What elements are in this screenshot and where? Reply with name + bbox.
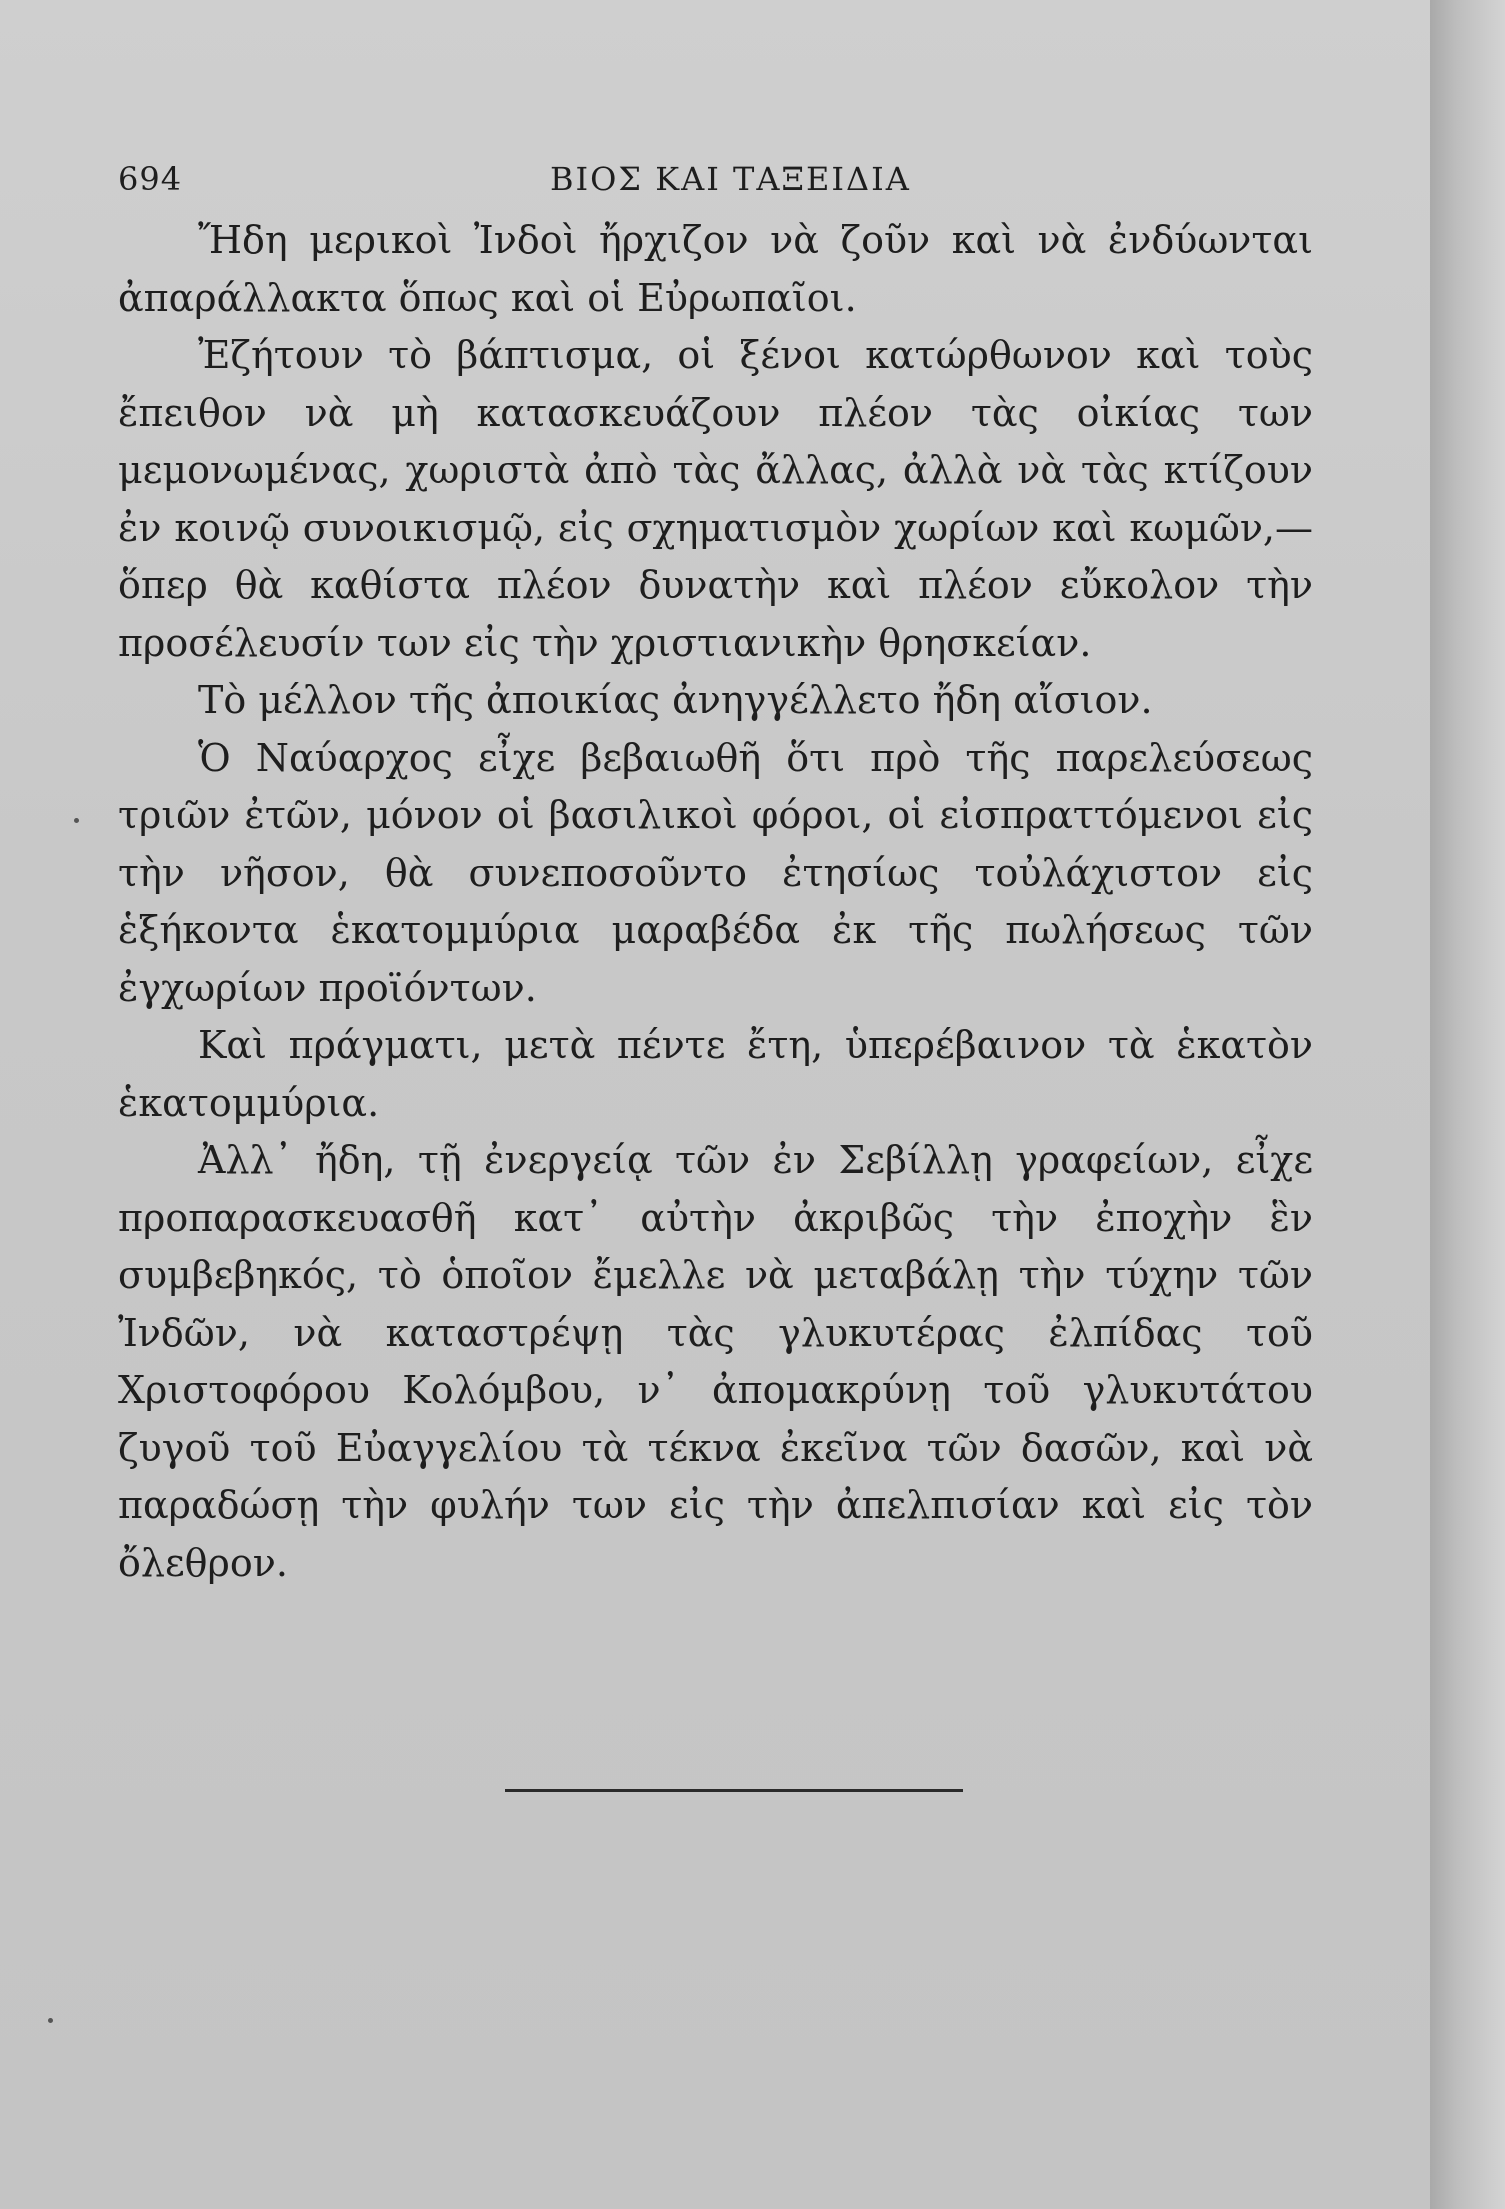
body-text (118, 212, 1313, 1592)
print-speck (48, 2018, 53, 2023)
paragraph: Ἤδη μερικοὶ Ἰνδοὶ ἤρχιζον νὰ ζοῦν καὶ νὰ ἐνδύωνται ἀπαράλλακτα ὅπως καὶ οἱ Εὐρωπαῖοι. (118, 218, 1313, 320)
paragraph: Τὸ μέλλον τῆς ἀποικίας ἀνηγγέλλετο ἤδη αἴσιον. (198, 678, 1153, 722)
page-number: 694 (118, 160, 183, 198)
paragraph: Ἀλλ᾽ ἤδη, τῇ ἐνεργείᾳ τῶν ἐν Σεβίλλῃ γραφείων, εἶχε προπαρασκευασθῆ κατ᾽ αὐτὴν ἀκριβῶς τὴν ἐποχὴν ἓν συμβεβηκός, τὸ ὁποῖον ἔμελλε νὰ μεταβάλῃ τὴν τύχην τῶν Ἰνδῶν, νὰ καταστρέψῃ τὰς γλυκυτέρας ἐλπίδας τοῦ Χριστοφόρου Κολόμβου, ν᾽ ἀπομακρύνῃ τοῦ γλυκυτάτου ζυγοῦ τοῦ Εὐαγγελίου τὰ τέκνα ἐκεῖνα τῶν δασῶν, καὶ νὰ παραδώσῃ τὴν φυλήν των εἰς τὴν ἀπελπισίαν καὶ εἰς τὸν ὄλεθρον. (118, 1138, 1313, 1585)
paragraph: Ἐζήτουν τὸ βάπτισμα, οἱ ξένοι κατώρθωνον καὶ τοὺς ἔπειθον νὰ μὴ κατασκευάζουν πλέον τὰς οἰκίας των μεμονωμένας, χωριστὰ ἀπὸ τὰς ἄλλας, ἀλλὰ νὰ τὰς κτίζουν ἐν κοινῷ συνοικισμῷ, εἰς σχηματισμὸν χωρίων καὶ κωμῶν,— ὅπερ θὰ καθίστα πλέον δυνατὴν καὶ πλέον εὔκολον τὴν προσέλευσίν των εἰς τὴν χριστιανικὴν θρησκείαν. (118, 333, 1313, 665)
paragraph: Ὁ Ναύαρχος εἶχε βεβαιωθῆ ὅτι πρὸ τῆς παρελεύσεως τριῶν ἐτῶν, μόνον οἱ βασιλικοὶ φόροι, οἱ εἰσπραττόμενοι εἰς τὴν νῆσον, θὰ συνεποσοῦντο ἐτησίως τοὐλάχιστον εἰς ἑξήκοντα ἑκατομμύρια μαραβέδα ἐκ τῆς πωλήσεως τῶν ἐγχωρίων προϊόντων. (118, 735, 1313, 1010)
running-title: ΒΙΟΣ ΚΑΙ ΤΑΞΕΙΔΙΑ (550, 160, 911, 198)
binding-gutter (1430, 0, 1505, 2209)
paragraph: Καὶ πράγματι, μετὰ πέντε ἔτη, ὑπερέβαινον τὰ ἑκατὸν ἑκατομμύρια. (118, 1023, 1313, 1125)
section-divider-rule (505, 1789, 963, 1792)
print-speck (74, 818, 79, 823)
